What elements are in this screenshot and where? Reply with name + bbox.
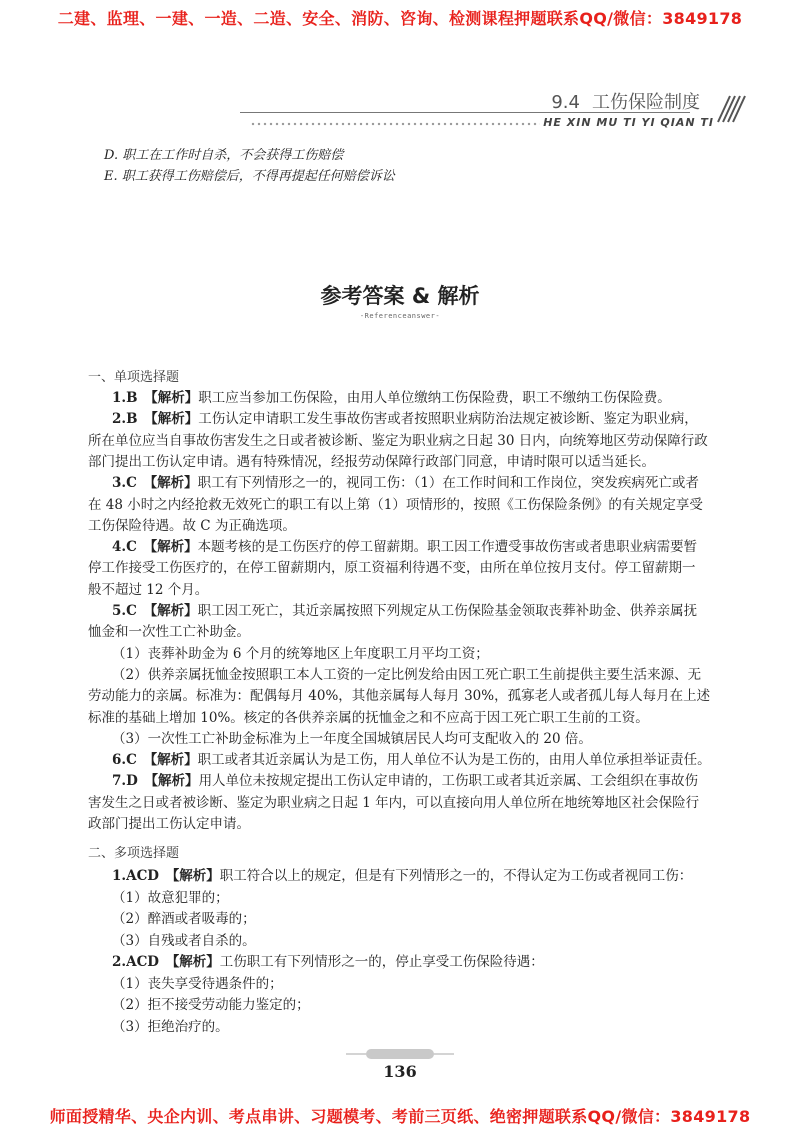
answer-text: 标准的基础上增加 10%。核定的各供养亲属的抚恤金之和不应高于因工死亡职工生前的工资。 xyxy=(88,709,649,726)
answer-tag: 1.ACD 【解析】 xyxy=(112,868,220,884)
answer-line xyxy=(88,708,649,728)
option-d: D. 职工在工作时自杀，不会获得工伤赔偿 xyxy=(104,148,344,163)
answer-line xyxy=(88,622,250,642)
answers-title: 参考答案 & 解析 xyxy=(320,284,480,308)
answer-text: （2）醉酒或者吸毒的； xyxy=(112,911,256,927)
answer-text: （3）拒绝治疗的。 xyxy=(112,1018,229,1035)
answer-line xyxy=(88,495,703,515)
answer-text: 停工作接受工伤医疗的，在停工留薪期内，原工资福利待遇不变，由所在单位按月支付。停工留薪期一 xyxy=(88,560,696,577)
answer-line xyxy=(112,601,697,621)
page-ornament-icon xyxy=(346,1048,454,1060)
answer-text: （1）丧失享受待遇条件的； xyxy=(112,975,283,992)
answer-text: 政部门提出工伤认定申请。 xyxy=(88,816,250,832)
answer-line xyxy=(88,558,696,578)
answer-text: 职工或者其近亲属认为是工伤，用人单位不认为是工伤的，由用人单位承担举证责任。 xyxy=(197,752,711,769)
answer-line xyxy=(112,473,699,493)
answer-line xyxy=(112,750,711,770)
answer-line xyxy=(88,793,699,813)
answer-text: 工伤职工有下列情形之一的，停止享受工伤保险待遇： xyxy=(219,954,544,970)
answer-line xyxy=(112,995,310,1015)
answer-line xyxy=(112,974,283,994)
multi-choice-heading: 二、多项选择题 xyxy=(88,846,180,861)
answer-tag: 7.D 【解析】 xyxy=(112,773,199,790)
header-dots xyxy=(250,122,540,126)
answer-text: （3）自残或者自杀的。 xyxy=(112,932,256,949)
answer-tag: 2.ACD 【解析】 xyxy=(112,954,220,970)
answer-text: 在 48 小时之内经抢救无效死亡的职工有以上第（1）项情形的，按照《工伤保险条例》的有关规定享受 xyxy=(88,496,703,513)
answer-line xyxy=(88,580,208,600)
answer-text: （1）丧葬补助金为 6 个月的统筹地区上年度职工月平均工资； xyxy=(112,645,489,662)
answer-line xyxy=(88,452,655,472)
bottom-promo-banner: 师面授精华、央企内训、考点串讲、习题模考、考前三页纸、绝密押题联系QQ/微信：3849178 xyxy=(49,1107,751,1126)
answer-tag: 1.B 【解析】 xyxy=(112,390,199,406)
answer-text: 用人单位未按规定提出工伤认定申请的，工伤职工或者其近亲属、工会组织在事故伤 xyxy=(198,773,699,790)
answer-line xyxy=(112,952,544,972)
answer-line xyxy=(88,431,708,451)
answer-line xyxy=(112,644,489,664)
answer-tag: 2.B 【解析】 xyxy=(112,411,199,428)
answer-line xyxy=(112,388,671,408)
answer-text: （1）故意犯罪的； xyxy=(112,889,229,906)
answer-text: 职工有下列情形之一的，视同工伤：（1）在工作时间和工作岗位，突发疾病死亡或者 xyxy=(197,475,699,492)
section-number: 9.4 xyxy=(551,92,580,113)
top-promo-banner: 二建、监理、一建、一造、二造、安全、消防、咨询、检测课程押题联系QQ/微信：3849178 xyxy=(57,9,743,28)
answer-text: 劳动能力的亲属。标准为：配偶每月 40%，其他亲属每人每月 30%，孤寡老人或者孤儿每人每月在上述 xyxy=(88,688,711,705)
answer-line xyxy=(88,686,710,706)
answer-line xyxy=(112,729,592,749)
answer-line xyxy=(112,771,698,791)
answer-text: 工伤认定申请职工发生事故伤害或者按照职业病防治法规定被诊断、鉴定为职业病， xyxy=(198,411,698,428)
header-rule xyxy=(240,112,690,113)
answer-tag: 3.C 【解析】 xyxy=(112,475,198,492)
header-pinyin: HE XIN MU TI YI QIAN TI xyxy=(543,116,714,129)
answer-line xyxy=(88,814,250,834)
answer-line xyxy=(112,931,256,951)
answer-text: 部门提出工伤认定申请。遇有特殊情况，经报劳动保障行政部门同意，申请时限可以适当延长。 xyxy=(88,453,655,470)
answer-line xyxy=(112,1017,229,1037)
answer-text: 恤金和一次性工亡补助金。 xyxy=(88,624,250,641)
answer-line xyxy=(112,665,701,685)
answer-text: 职工应当参加工伤保险，由用人单位缴纳工伤保险费，职工不缴纳工伤保险费。 xyxy=(198,390,671,406)
answer-tag: 6.C 【解析】 xyxy=(112,752,198,769)
option-e: E. 职工获得工伤赔偿后，不得再提起任何赔偿诉讼 xyxy=(104,169,395,184)
answer-text: 所在单位应当自事故伤害发生之日或者被诊断、鉴定为职业病之日起 30 日内，向统筹地区劳动保障行政 xyxy=(88,432,708,449)
answer-tag: 4.C 【解析】 xyxy=(112,539,198,556)
answer-text: 害发生之日或者被诊断、鉴定为职业病之日起 1 年内，可以直接向用人单位所在地统筹地区社会保险行 xyxy=(88,794,700,811)
answer-text: （2）供养亲属抚恤金按照职工本人工资的一定比例发给由因工死亡职工生前提供主要生活来源、无 xyxy=(112,666,702,683)
answer-text: 本题考核的是工伤医疗的停工留薪期。职工因工作遭受事故伤害或者患职业病需要暂 xyxy=(197,539,698,556)
answer-tag: 5.C 【解析】 xyxy=(112,603,198,619)
section-name: 工伤保险制度 xyxy=(592,92,700,113)
single-choice-heading: 一、单项选择题 xyxy=(88,370,180,385)
answer-text: 职工符合以上的规定，但是有下列情形之一的，不得认定为工伤或者视同工伤： xyxy=(219,868,693,884)
answer-text: 职工因工死亡，其近亲属按照下列规定从工伤保险基金领取丧葬补助金、供养亲属抚 xyxy=(197,603,698,619)
page-number: 136 xyxy=(383,1062,417,1081)
answer-line xyxy=(112,909,256,929)
answer-line xyxy=(88,516,296,536)
answer-line xyxy=(112,409,698,429)
answer-line xyxy=(112,537,697,557)
slash-ornament-icon xyxy=(706,94,746,124)
answer-text: （2）拒不接受劳动能力鉴定的； xyxy=(112,997,310,1013)
answer-line xyxy=(112,888,229,908)
answer-text: 般不超过 12 个月。 xyxy=(88,581,209,598)
section-title xyxy=(551,88,700,114)
chapter-header xyxy=(0,84,800,134)
answers-subtitle: -Referenceanswer- xyxy=(359,312,441,320)
answer-text: 工伤保险待遇。故 C 为正确选项。 xyxy=(88,517,296,534)
answer-line xyxy=(112,866,692,886)
answer-text: （3）一次性工亡补助金标准为上一年度全国城镇居民人均可支配收入的 20 倍。 xyxy=(112,730,592,747)
